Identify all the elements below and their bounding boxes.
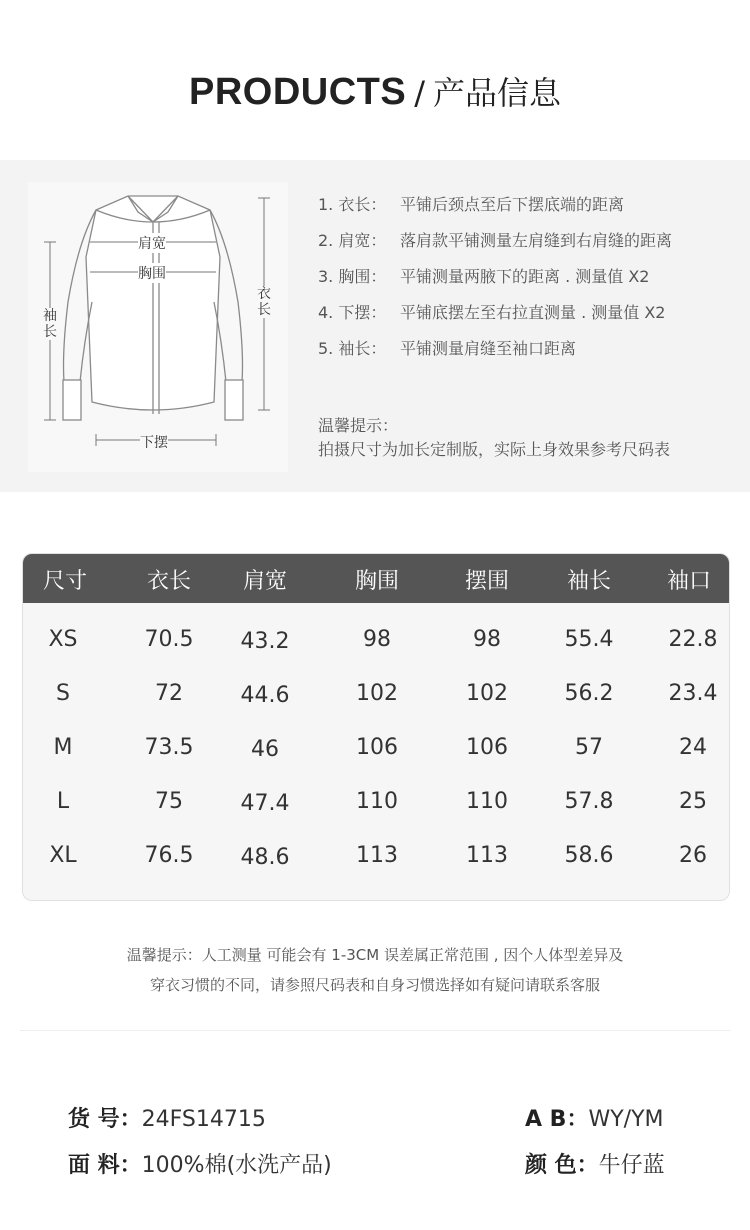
note-text: 平铺测量肩缝至袖口距离 [400, 339, 577, 358]
sleeve-cell: 57.8 [564, 789, 614, 814]
page-header [0, 68, 750, 114]
title-cn: 产品信息 [433, 74, 562, 112]
disclaimer-line: 温馨提示：人工测量 可能会有 1-3CM 误差属正常范围 , 因个人体型差异及 [126, 946, 624, 964]
note-number: 5. 袖长： [318, 339, 387, 358]
note-text: 落肩款平铺测量左肩缝到右肩缝的距离 [400, 231, 673, 250]
diagram-label-shoulder: 肩宽 [138, 233, 166, 253]
cuff-cell: 26 [679, 843, 707, 868]
disclaimer-line: 穿衣习惯的不同，请参照尺码表和自身习惯选择如有疑问请联系客服 [149, 976, 600, 994]
sleeve-cell: 55.4 [564, 627, 614, 652]
cuff-cell: 22.8 [668, 627, 718, 652]
header-cell: 尺寸 [42, 569, 87, 594]
diagram-label-length: 衣长 [257, 286, 271, 318]
tips-text: 拍摄尺寸为加长定制版，实际上身效果参考尺码表 [318, 440, 671, 459]
shoulder-cell: 47.4 [240, 791, 290, 816]
ab-code-label: A B： [525, 1107, 589, 1132]
note-text: 平铺测量两腋下的距离 . 测量值 X2 [400, 267, 650, 286]
size-cell: S [56, 681, 70, 706]
fabric-label: 面 料： [68, 1153, 142, 1178]
note-text: 平铺后颈点至后下摆底端的距离 [400, 195, 625, 214]
sleeve-cell: 58.6 [564, 843, 614, 868]
sleeve-cell: 56.2 [564, 681, 614, 706]
note-text: 平铺底摆左至右拉直测量 . 测量值 X2 [400, 303, 666, 322]
header-cell: 摆围 [464, 569, 509, 594]
length-cell: 70.5 [144, 627, 194, 652]
chest-cell: 113 [356, 843, 398, 868]
length-cell: 73.5 [144, 735, 194, 760]
note-item [318, 302, 672, 338]
measurement-disclaimer [0, 940, 750, 1000]
size-cell: L [56, 789, 70, 814]
measurement-notes [318, 194, 672, 374]
ab-code-value: WY/YM [588, 1107, 664, 1132]
shirt-illustration [28, 182, 288, 472]
hem-cell: 110 [466, 789, 508, 814]
chest-cell: 106 [356, 735, 398, 760]
diagram-label-sleeve: 袖长 [43, 308, 57, 340]
size-cell: XL [49, 843, 77, 868]
note-item [318, 338, 672, 374]
sleeve-cell: 57 [575, 735, 603, 760]
diagram-label-hem: 下摆 [140, 432, 168, 452]
measurement-section [0, 160, 750, 492]
header-cell: 袖口 [666, 569, 711, 594]
header-cell: 袖长 [566, 569, 611, 594]
color-value: 牛仔蓝 [598, 1153, 665, 1178]
diagram-label-chest: 胸围 [138, 263, 166, 283]
item-number-label: 货 号： [68, 1107, 142, 1132]
divider [20, 1030, 730, 1031]
hem-cell: 113 [466, 843, 508, 868]
size-table-header [23, 554, 729, 603]
title-en: PRODUCTS [188, 71, 407, 113]
note-number: 1. 衣长： [318, 195, 387, 214]
fabric [68, 1148, 332, 1179]
note-number: 3. 胸围： [318, 267, 387, 286]
length-cell: 76.5 [144, 843, 194, 868]
chest-cell: 102 [356, 681, 398, 706]
fabric-value: 100%棉(水洗产品) [141, 1153, 332, 1178]
shoulder-cell: 43.2 [240, 629, 290, 654]
photo-tips [318, 414, 670, 462]
size-table [22, 553, 730, 901]
chest-cell: 98 [363, 627, 391, 652]
color [525, 1148, 665, 1179]
header-cell: 肩宽 [242, 569, 287, 594]
hem-cell: 98 [473, 627, 501, 652]
note-item [318, 266, 672, 302]
shoulder-cell: 44.6 [240, 683, 290, 708]
cuff-cell: 24 [679, 735, 707, 760]
hem-cell: 106 [466, 735, 508, 760]
shoulder-cell: 48.6 [240, 845, 290, 870]
item-number [68, 1102, 266, 1133]
note-number: 4. 下摆： [318, 303, 387, 322]
chest-cell: 110 [356, 789, 398, 814]
cuff-cell: 25 [679, 789, 707, 814]
length-cell: 72 [155, 681, 183, 706]
header-cell: 胸围 [354, 569, 399, 594]
note-item [318, 230, 672, 266]
size-cell: M [53, 735, 73, 760]
hem-cell: 102 [466, 681, 508, 706]
shirt-diagram [28, 182, 288, 472]
note-number: 2. 肩宽： [318, 231, 387, 250]
color-label: 颜 色： [525, 1153, 599, 1178]
note-item [318, 194, 672, 230]
header-cell: 衣长 [146, 569, 191, 594]
title-separator: / [414, 74, 425, 112]
cuff-cell: 23.4 [668, 681, 718, 706]
size-cell: XS [48, 627, 78, 652]
length-cell: 75 [155, 789, 183, 814]
ab-code [525, 1102, 664, 1133]
item-number-value: 24FS14715 [141, 1107, 266, 1132]
tips-title: 温馨提示： [318, 416, 399, 435]
shoulder-cell: 46 [251, 737, 279, 762]
